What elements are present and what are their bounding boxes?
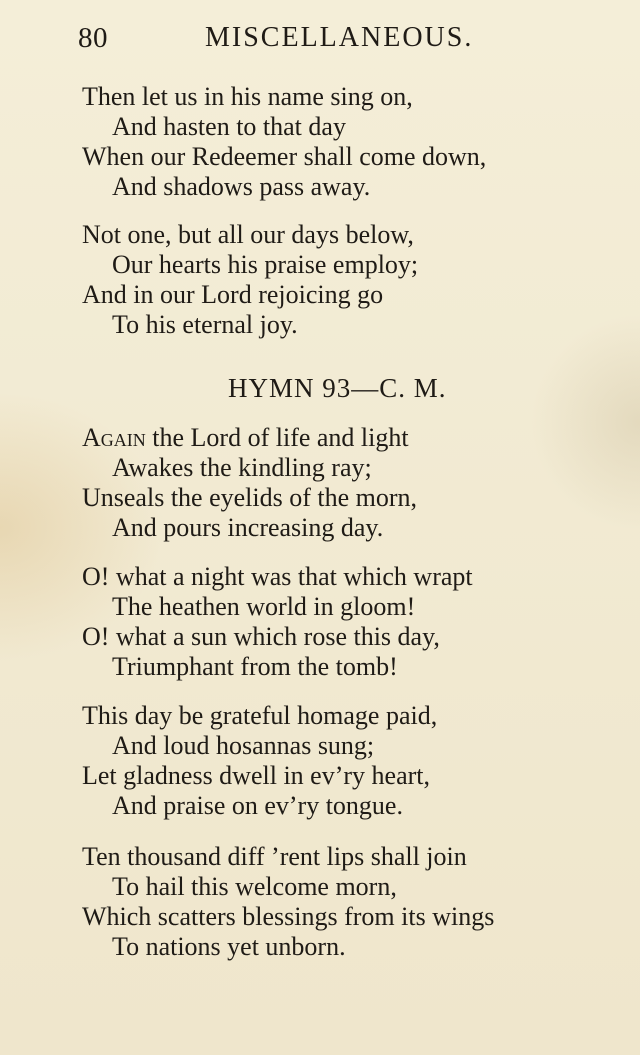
opening-word: Again: [82, 423, 146, 452]
first-line-rest: the Lord of life and light: [145, 423, 409, 452]
verse-line: Let gladness dwell in ev’ry heart,: [82, 761, 430, 790]
verse-line: Awakes the kindling ray;: [112, 453, 372, 482]
previous-hymn-stanza-2: [82, 220, 418, 340]
verse-line: This day be grateful homage paid,: [82, 701, 438, 730]
verse-line: Triumphant from the tomb!: [112, 652, 398, 681]
verse-line: Not one, but all our days below,: [82, 220, 414, 249]
verse-line: O! what a night was that which wrapt: [82, 562, 473, 591]
page-number: 80: [78, 22, 108, 54]
verse-line: Then let us in his name sing on,: [82, 82, 413, 111]
previous-hymn-stanza-1: [82, 82, 486, 202]
hymn-title: HYMN 93—C. M.: [228, 373, 447, 403]
verse-line: And in our Lord rejoicing go: [82, 280, 384, 309]
verse-line: Unseals the eyelids of the morn,: [82, 483, 418, 512]
verse-line: When our Redeemer shall come down,: [82, 142, 487, 171]
verse-line: To nations yet unborn.: [112, 932, 346, 961]
verse-line: And hasten to that day: [112, 112, 346, 141]
verse-line-first: [82, 423, 417, 453]
verse-line: And shadows pass away.: [112, 172, 371, 201]
verse-line: And praise on ev’ry tongue.: [112, 791, 403, 820]
page-header: [78, 22, 598, 62]
verse-line: And loud hosannas sung;: [112, 731, 375, 760]
verse-line: Ten thousand diff ’rent lips shall join: [82, 842, 467, 871]
verse-line: To hail this welcome morn,: [112, 872, 397, 901]
verse-line: The heathen world in gloom!: [112, 592, 416, 621]
hymn-stanza-1: [82, 423, 417, 543]
verse-line: To his eternal joy.: [112, 310, 298, 339]
hymn-stanza-3: [82, 701, 437, 821]
hymn-stanza-2: [82, 562, 473, 682]
running-title: MISCELLANEOUS.: [205, 22, 474, 53]
verse-line: And pours increasing day.: [112, 513, 384, 542]
verse-line: Our hearts his praise employ;: [112, 250, 419, 279]
hymn-stanza-4: [82, 842, 494, 962]
verse-line: Which scatters blessings from its wings: [82, 902, 495, 931]
verse-line: O! what a sun which rose this day,: [82, 622, 440, 651]
